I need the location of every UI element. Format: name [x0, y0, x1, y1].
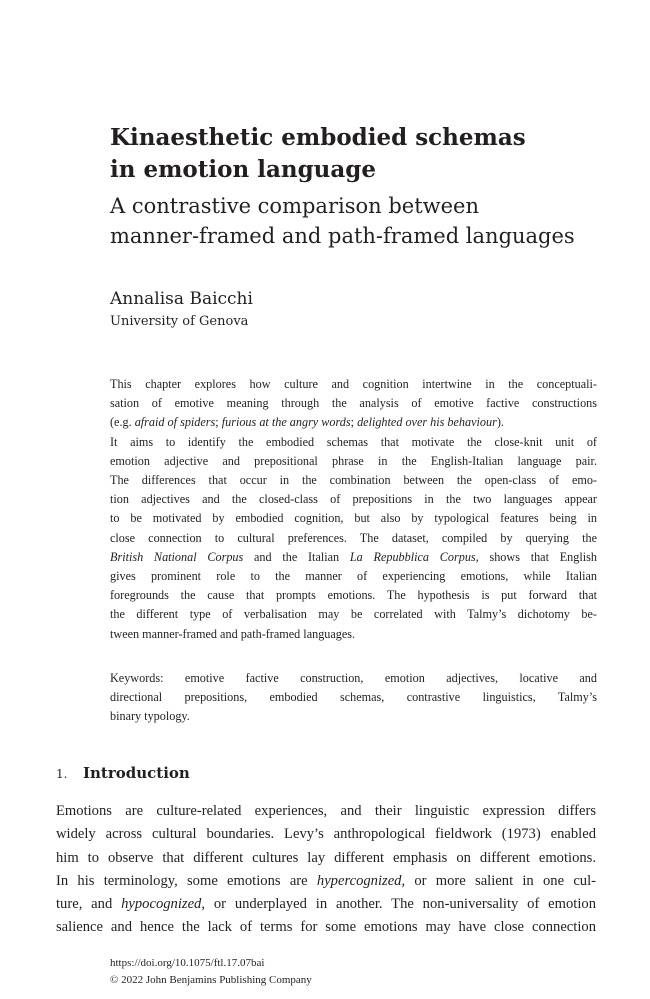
body-line: him to observe that different cultures lay different emphasis on different emotions.	[56, 849, 596, 866]
keywords-line: binary typology.	[110, 709, 190, 724]
chapter-title-line-2: in emotion language	[110, 156, 376, 183]
abstract-line: It aims to identify the embodied schemas that motivate the close-knit unit of	[110, 434, 597, 449]
chapter-title-line-1: Kinaesthetic embodied schemas	[110, 124, 526, 151]
abstract-line: sation of emotive meaning through the analysis of emotive factive constructions	[110, 396, 597, 411]
chapter-subtitle-line-1: A contrastive comparison between	[110, 194, 479, 218]
body-line: widely across cultural boundaries. Levy’s anthropological fieldwork (1973) enabled	[56, 826, 596, 843]
chapter-subtitle	[110, 191, 630, 251]
abstract-line: The differences that occur in the combination between the open-class of emo-	[110, 473, 597, 488]
keywords-label: Keywords	[110, 671, 161, 685]
keywords	[110, 669, 597, 727]
abstract-line: (e.g. afraid of spiders; furious at the angry words; delighted over his behaviour).	[110, 415, 504, 430]
abstract-line: This chapter explores how culture and cognition intertwine in the conceptuali-	[110, 377, 597, 391]
body-line: ture, and hypocognized, or underplayed in another. The non-universality of emotion	[56, 896, 596, 913]
body-line: In his terminology, some emotions are hypercognized, or more salient in one cul-	[56, 872, 597, 889]
abstract-line: gives prominent role to the manner of experiencing emotions, while Italian	[110, 569, 597, 584]
body-line: Emotions are culture-related experiences, and their linguistic expression differs	[56, 803, 596, 819]
abstract-line: the different type of verbalisation may be correlated with Talmy’s dichotomy be-	[110, 607, 597, 622]
abstract-line: emotion adjective and prepositional phrase in the English-Italian language pair.	[110, 453, 597, 468]
chapter-title	[110, 122, 610, 186]
abstract-line: British National Corpus and the Italian La Repubblica Corpus, shows that English	[110, 549, 597, 564]
body-line: salience and hence the lack of terms for some emotions may have close connection	[56, 919, 596, 936]
section-number: 1.	[56, 767, 68, 781]
abstract-line: close connection to cultural preferences. The dataset, compiled by querying the	[110, 530, 597, 545]
abstract-line: tween manner-framed and path-framed languages.	[110, 626, 356, 641]
author-name: Annalisa Baicchi	[110, 289, 253, 309]
abstract-line: foregrounds the cause that prompts emotions. The hypothesis is put forward that	[110, 588, 597, 603]
author-affiliation: University of Genova	[110, 314, 249, 329]
section-heading	[56, 763, 190, 784]
section-title: Introduction	[83, 764, 190, 782]
copyright-notice: © 2022 John Benjamins Publishing Company	[110, 974, 312, 986]
keywords-line: directional prepositions, embodied schemas, contrastive linguistics, Talmy’s	[110, 690, 597, 705]
abstract-line: to be motivated by embodied cognition, but also by typological features being in	[110, 511, 597, 526]
chapter-subtitle-line-2: manner-framed and path-framed languages	[110, 224, 575, 248]
abstract-line: tion adjectives and the closed-class of prepositions in the two languages appear	[110, 492, 597, 507]
abstract	[110, 375, 597, 644]
doi-link[interactable]: https://doi.org/10.1075/ftl.17.07bai	[110, 957, 265, 969]
keywords-line: Keywords: emotive factive construction, emotion adjectives, locative and	[110, 671, 597, 685]
body-paragraph	[56, 800, 596, 940]
